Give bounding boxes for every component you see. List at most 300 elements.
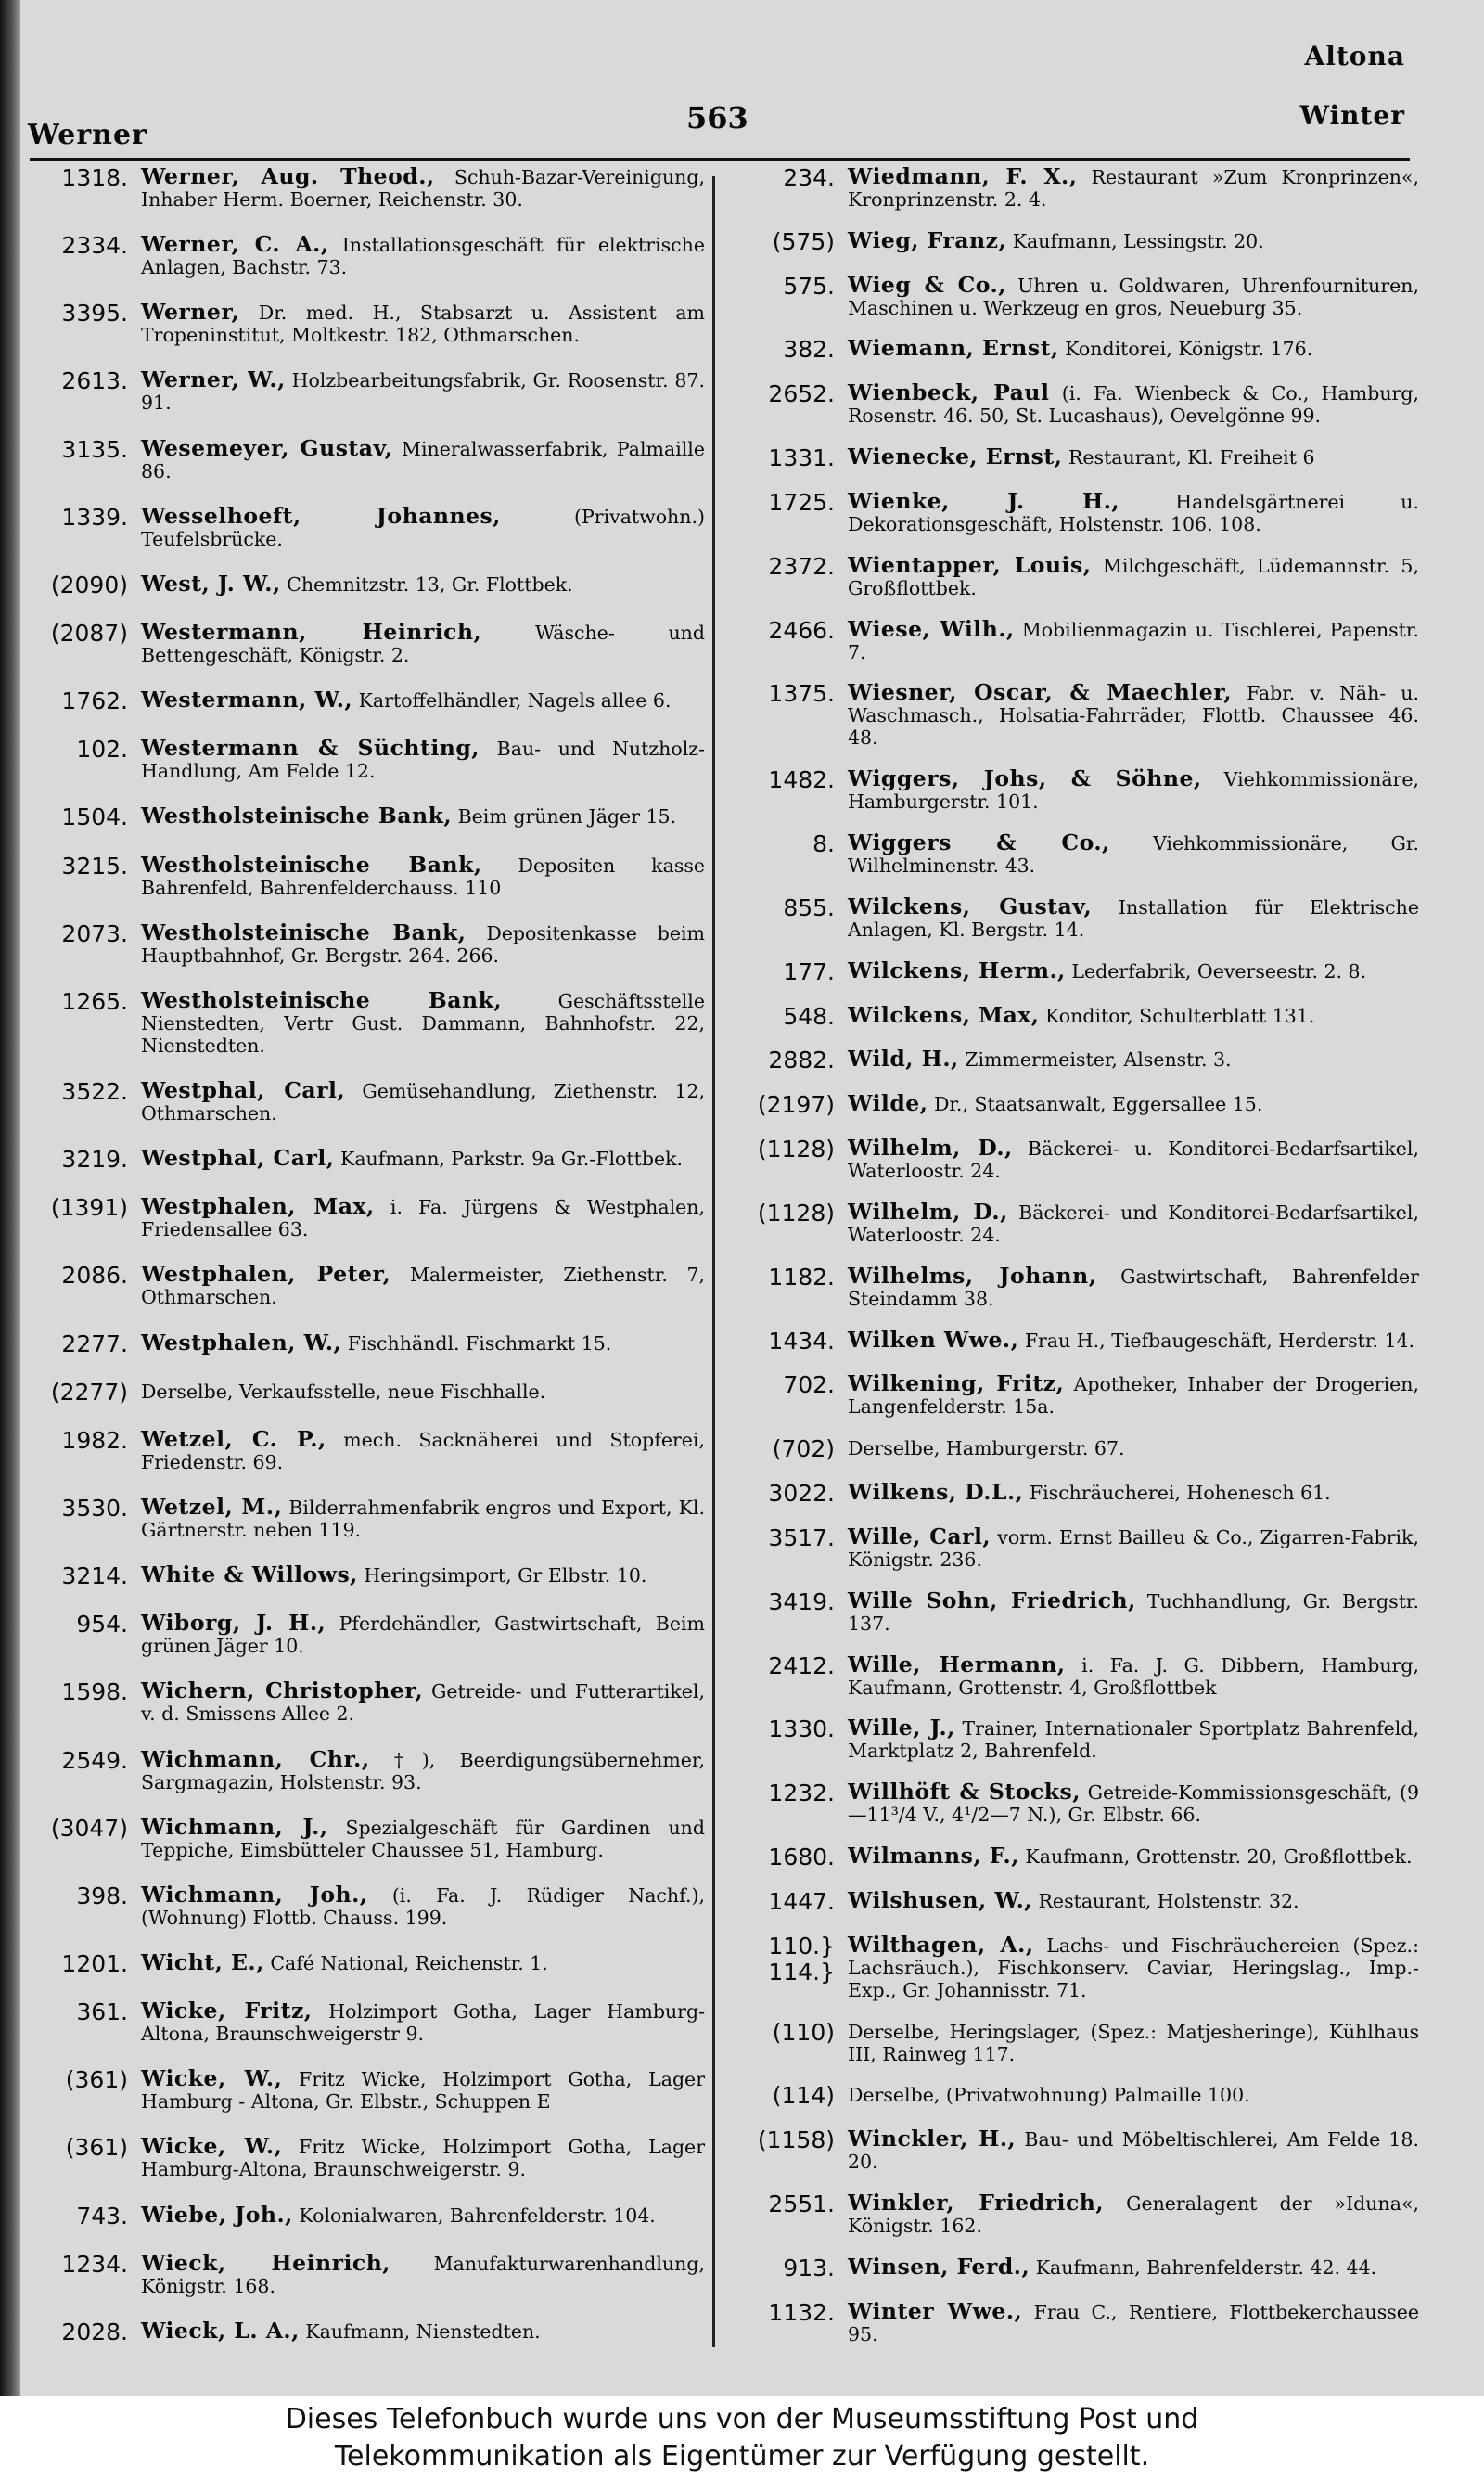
directory-entry — [26, 1612, 705, 1657]
subscriber-details: Wäsche- und Bettengeschäft, Königstr. 2. — [141, 621, 705, 666]
subscriber-name: Wieg, Franz, — [848, 226, 1007, 253]
column-divider — [712, 176, 715, 2347]
subscriber-name: Wienecke, Ernst, — [848, 443, 1063, 470]
directory-entry — [733, 2297, 1419, 2345]
directory-entry — [733, 1780, 1419, 1826]
entry-text — [848, 1092, 1419, 1115]
entry-text — [848, 271, 1419, 319]
subscriber-details: Bilderrahmenfabrik engros und Export, Kl. Gärtnerstr. neben 119. — [141, 1496, 705, 1541]
entry-text — [848, 1262, 1419, 1310]
directory-entry — [733, 381, 1419, 427]
phone-number: 3022. — [768, 1480, 835, 1508]
subscriber-details: Gemüsehandlung, Ziethenstr. 12, Othmarschen. — [141, 1079, 705, 1124]
entry-text — [848, 959, 1419, 983]
subscriber-details: (Privatwohn.) Teufelsbrücke. — [141, 505, 705, 550]
directory-entry — [26, 618, 705, 666]
directory-entry — [26, 368, 705, 414]
directory-entry — [26, 502, 705, 550]
subscriber-name: Wesemeyer, Gustav, — [141, 434, 393, 461]
directory-entry — [733, 959, 1419, 985]
subscriber-details: Fritz Wicke, Holzimport Gotha, Lager Hamburg-Altona, Braunschweigerstr. 9. — [141, 2136, 705, 2181]
subscriber-name: Wieg & Co., — [848, 271, 1006, 298]
phone-number: 3214. — [61, 1562, 128, 1590]
phone-number: 1725. — [768, 488, 835, 516]
directory-entry — [733, 487, 1419, 535]
entry-text — [141, 1331, 705, 1355]
directory-entry — [26, 2249, 705, 2297]
subscriber-details: Beim grünen Jäger 15. — [457, 805, 677, 829]
left-column — [26, 165, 705, 2345]
subscriber-details: Kaufmann, Lessingstr. 20. — [1012, 229, 1264, 252]
directory-entry — [26, 233, 705, 278]
directory-entry — [26, 1883, 705, 1929]
directory-entry — [733, 445, 1419, 471]
phone-number: 1132. — [768, 2298, 835, 2326]
footer-line-1: Dieses Telefonbuch wurde uns von der Museumsstiftung Post und — [285, 2402, 1199, 2435]
entry-text — [848, 551, 1419, 599]
entry-text — [141, 1679, 705, 1725]
subscriber-name: Wicke, W., — [141, 2133, 283, 2160]
entry-text — [141, 1195, 705, 1240]
entry-text — [141, 368, 705, 414]
subscriber-name: Wieck, L. A., — [141, 2317, 300, 2344]
phone-number: 1201. — [61, 1949, 128, 1977]
entry-text — [141, 2135, 705, 2180]
entry-text — [848, 1372, 1419, 1418]
phone-number: 398. — [76, 1882, 128, 1909]
subscriber-details: Depositenkasse beim Hauptbahnhof, Gr. Bergstr. 264. 266. — [141, 921, 705, 967]
subscriber-details: i. Fa. Jürgens & Westphalen, Friedensallee 63. — [141, 1196, 706, 1241]
subscriber-details: (i. Fa. Wienbeck & Co., Hamburg, Rosenstr. 46. 50, St. Lucashaus), Oevelgönne 99. — [848, 382, 1419, 428]
subscriber-details: Bau- und Nutzholz-Handlung, Am Felde 12. — [141, 738, 705, 783]
entry-text — [848, 1001, 1419, 1028]
subscriber-name: Wicke, Fritz, — [141, 1998, 313, 2024]
subscriber-name: Westphalen, Peter, — [141, 1261, 391, 1288]
entry-text — [848, 1844, 1419, 1868]
subscriber-details: Fischhändl. Fischmarkt 15. — [347, 1331, 612, 1355]
entry-text — [141, 301, 705, 346]
entry-text — [141, 1563, 705, 1587]
phone-number: 2073. — [61, 919, 128, 947]
directory-entry — [733, 1047, 1419, 1073]
phone-number: 1265. — [61, 987, 128, 1015]
phone-number: (2087) — [50, 619, 128, 647]
phone-number: 2028. — [61, 2318, 128, 2345]
phone-number: 3215. — [61, 852, 128, 880]
subscriber-name: Wilckens, Gustav, — [848, 893, 1093, 919]
subscriber-name: Wiemann, Ernst, — [848, 335, 1059, 362]
entry-text — [141, 1948, 705, 1975]
subscriber-name: Wetzel, M., — [141, 1493, 283, 1520]
subscriber-name: Wiedmann, F. X., — [848, 163, 1078, 189]
phone-number: 1339. — [61, 503, 128, 531]
entry-text — [141, 2319, 705, 2343]
phone-number: 954. — [76, 1611, 128, 1638]
subscriber-name: Wille, Carl, — [848, 1523, 991, 1549]
phone-number: 2882. — [768, 1047, 835, 1074]
subscriber-details: Holzimport Gotha, Lager Hamburg-Altona, Braunschweigerstr 9. — [141, 2000, 705, 2046]
subscriber-name: Wille, J., — [848, 1715, 955, 1741]
phone-number: 110.} 114.} — [768, 1932, 835, 1985]
directory-entry — [733, 1844, 1419, 1870]
subscriber-details: Kolonialwaren, Bahrenfelderstr. 104. — [299, 2204, 656, 2227]
phone-number: 702. — [783, 1371, 835, 1399]
subscriber-details: Getreide-Kommissionsgeschäft, (9—11³/4 V., 4¹/2—7 N.), Gr. Elbstr. 66. — [848, 1781, 1419, 1827]
entry-text — [848, 1047, 1419, 1071]
subscriber-name: Wilkening, Fritz, — [848, 1370, 1065, 1397]
directory-entry — [26, 1076, 705, 1124]
directory-entry — [733, 551, 1419, 599]
directory-entry — [733, 767, 1419, 813]
subscriber-details: Milchgeschäft, Lüdemannstr. 5, Großflottbek. — [848, 554, 1419, 599]
phone-number: (3047) — [50, 1814, 128, 1842]
entry-text — [848, 681, 1419, 749]
phone-number: 2466. — [768, 616, 835, 644]
subscriber-details: Fabr. v. Näh- u. Waschmasch., Holsatia-Fahrräder, Flottb. Chaussee 46. 48. — [848, 682, 1419, 750]
subscriber-details: Schuh-Bazar-Vereinigung, Inhaber Herm. Boerner, Reichenstr. 30. — [141, 166, 705, 211]
subscriber-name: Wiese, Wilh., — [848, 615, 1015, 642]
phone-number: (361) — [65, 2066, 128, 2094]
phone-number: 2551. — [768, 2190, 835, 2217]
entry-text — [141, 1076, 705, 1124]
entry-text — [848, 2297, 1419, 2345]
phone-number: 1762. — [61, 687, 128, 715]
subscriber-details: Getreide- und Futterartikel, v. d. Smissens Allee 2. — [141, 1680, 705, 1726]
entry-text — [848, 2083, 1419, 2106]
phone-number: (1128) — [757, 1136, 835, 1163]
entry-text — [141, 1745, 705, 1793]
phone-number: 2549. — [61, 1746, 128, 1774]
subscriber-details: Holzbearbeitungsfabrik, Gr. Roosenstr. 87. 91. — [141, 369, 705, 415]
directory-entry — [733, 1326, 1419, 1355]
directory-entry — [733, 165, 1419, 211]
entry-text — [848, 1436, 1419, 1459]
phone-number: 382. — [783, 336, 835, 364]
phone-number: 3135. — [61, 435, 128, 463]
subscriber-name: White & Willows, — [141, 1561, 358, 1588]
header-city: Altona — [1304, 41, 1405, 71]
entry-text — [848, 1931, 1419, 2001]
phone-number: (1391) — [50, 1194, 128, 1222]
phone-number: 3419. — [768, 1587, 835, 1615]
phone-number: (114) — [772, 2082, 835, 2110]
directory-entry — [733, 1525, 1419, 1571]
subscriber-details: Kaufmann, Bahrenfelderstr. 42. 44. — [1035, 2255, 1377, 2279]
phone-number: 575. — [783, 272, 835, 300]
directory-entry — [26, 1813, 705, 1861]
subscriber-name: Wiesner, Oscar, & Maechler, — [848, 679, 1233, 706]
directory-entry — [733, 1092, 1419, 1118]
directory-entry — [26, 434, 705, 482]
directory-entry — [26, 804, 705, 830]
footer-notice — [0, 2396, 1484, 2480]
subscriber-name: Wiggers & Co., — [848, 829, 1110, 856]
phone-number: 1331. — [768, 444, 835, 472]
subscriber-details: vorm. Ernst Bailleu & Co., Zigarren-Fabrik, Königstr. 236. — [848, 1525, 1419, 1571]
entry-text — [848, 2191, 1419, 2237]
entry-text — [141, 1493, 705, 1541]
phone-number: 1232. — [768, 1780, 835, 1807]
phone-number: (575) — [772, 227, 835, 255]
phone-number: 1330. — [768, 1715, 835, 1743]
directory-entry — [26, 921, 705, 967]
phone-number: 2372. — [768, 552, 835, 580]
subscriber-details: Installation für Elektrische Anlagen, Kl. Bergstr. 14. — [848, 895, 1419, 941]
subscriber-details: Spezialgeschäft für Gardinen und Teppiche, Eimsbütteler Chaussee 51, Hamburg. — [141, 1816, 705, 1861]
phone-number: (2277) — [50, 1378, 128, 1406]
subscriber-name: Winkler, Friedrich, — [848, 2189, 1105, 2216]
subscriber-name: Wilhelm, D., — [848, 1198, 1008, 1225]
subscriber-details: Derselbe, (Privatwohnung) Palmaille 100. — [848, 2084, 1250, 2107]
phone-number: 1182. — [768, 1263, 835, 1291]
phone-number: 2412. — [768, 1651, 835, 1679]
entry-text — [141, 1425, 705, 1473]
subscriber-name: Wilckens, Herm., — [848, 957, 1066, 983]
subscriber-details: Kaufmann, Grottenstr. 20, Großflottbek. — [1025, 1845, 1413, 1869]
entry-text — [141, 572, 705, 596]
directory-entry — [26, 1745, 705, 1793]
subscriber-name: Westphalen, Max, — [141, 1193, 375, 1220]
entry-text — [141, 233, 705, 278]
entry-text — [141, 1883, 705, 1929]
entry-text — [848, 381, 1419, 427]
subscriber-details: Fischräucherei, Hohenesch 61. — [1029, 1482, 1331, 1505]
directory-entry — [733, 271, 1419, 319]
subscriber-details: Dr. med. H., Stabsarzt u. Assistent am Tropeninstitut, Moltkestr. 182, Othmarschen. — [141, 302, 705, 347]
directory-entry — [26, 1563, 705, 1589]
phone-number: 1504. — [61, 803, 128, 831]
subscriber-details: Bäckerei- u. Konditorei-Bedarfsartikel, Waterloostr. 24. — [848, 1137, 1419, 1183]
subscriber-name: Winter Wwe., — [848, 2297, 1023, 2324]
subscriber-name: Westholsteinische Bank, — [141, 919, 467, 945]
subscriber-details: Bäckerei- und Konditorei-Bedarfsartikel, Waterloostr. 24. — [848, 1201, 1419, 1246]
phone-number: 177. — [783, 957, 835, 985]
phone-number: 234. — [783, 164, 835, 191]
subscriber-details: mech. Sacknäherei und Stopferei, Friedenstr. 69. — [141, 1428, 705, 1473]
subscriber-name: Westholsteinische Bank, — [141, 851, 482, 878]
subscriber-details: Viehkommissionäre, Hamburgerstr. 101. — [848, 768, 1419, 814]
subscriber-name: Wieck, Heinrich, — [141, 2249, 390, 2276]
page-binding-edge — [0, 0, 20, 2396]
phone-number: 855. — [783, 893, 835, 921]
subscriber-name: Wetzel, C. P., — [141, 1425, 326, 1452]
subscriber-details: Kaufmann, Parkstr. 9a Gr.-Flottbek. — [340, 1148, 684, 1171]
directory-entry — [26, 1263, 705, 1308]
phone-number: 2652. — [768, 380, 835, 408]
subscriber-details: Restaurant, Kl. Freiheit 6 — [1068, 446, 1315, 469]
directory-entry — [26, 1425, 705, 1473]
subscriber-name: Werner, W., — [141, 366, 286, 393]
phone-number: 2277. — [61, 1330, 128, 1357]
header-left-catchword: Werner — [28, 119, 147, 151]
subscriber-details: Frau C., Rentiere, Flottbekerchaussee 95. — [848, 2300, 1419, 2345]
directory-entry — [733, 615, 1419, 663]
directory-entry — [26, 165, 705, 211]
entry-text — [848, 1589, 1419, 1635]
subscriber-details: Derselbe, Hamburgerstr. 67. — [848, 1437, 1125, 1460]
subscriber-details: Generalagent der »Iduna«, Königstr. 162. — [848, 2191, 1419, 2237]
footer-line-2: Telekommunikation als Eigentümer zur Verfügung gestellt. — [334, 2439, 1150, 2473]
subscriber-details: Chemnitzstr. 13, Gr. Flottbek. — [287, 572, 573, 596]
directory-entry — [733, 2191, 1419, 2237]
directory-entry — [733, 1886, 1419, 1915]
phone-number: 1234. — [61, 2250, 128, 2278]
entry-text — [141, 804, 705, 828]
directory-entry — [26, 1195, 705, 1240]
phone-number: 548. — [783, 1002, 835, 1030]
directory-entry — [733, 831, 1419, 877]
subscriber-name: Wichmann, J., — [141, 1813, 328, 1840]
subscriber-name: Wicke, W., — [141, 2065, 283, 2092]
subscriber-name: Westermann, Heinrich, — [141, 618, 482, 645]
subscriber-details: Konditor, Schulterblatt 131. — [1045, 1004, 1315, 1027]
subscriber-details: †), Beerdigungsübernehmer, Sargmagazin, Holstenstr. 93. — [141, 1748, 705, 1793]
directory-entry — [26, 1999, 705, 2045]
entry-text — [141, 986, 705, 1057]
subscriber-details: Depositen kasse Bahrenfeld, Bahrenfelderchauss. 110 — [141, 854, 705, 899]
subscriber-name: Westholsteinische Bank, — [141, 986, 503, 1013]
phone-number: (702) — [772, 1435, 835, 1463]
directory-entry — [733, 1436, 1419, 1462]
subscriber-name: Wientapper, Louis, — [848, 551, 1092, 578]
subscriber-details: Manufakturwarenhandlung, Königstr. 168. — [141, 2252, 705, 2297]
phone-number: 3522. — [61, 1077, 128, 1105]
phone-number: 1598. — [61, 1678, 128, 1706]
entry-text — [848, 1525, 1419, 1571]
entry-text — [848, 226, 1419, 253]
subscriber-name: Wilhelms, Johann, — [848, 1262, 1097, 1289]
entry-text — [848, 1198, 1419, 1246]
phone-number: (1158) — [757, 2127, 835, 2154]
subscriber-name: Wichmann, Joh., — [141, 1881, 368, 1908]
right-column — [733, 165, 1419, 2345]
subscriber-name: Wille Sohn, Friedrich, — [848, 1587, 1136, 1613]
phone-number: 3530. — [61, 1494, 128, 1522]
directory-entry — [26, 1493, 705, 1541]
subscriber-details: Handelsgärtnerei u. Dekorationsgeschäft, Holstenstr. 106. 108. — [848, 490, 1419, 535]
entry-text — [848, 2255, 1419, 2279]
entry-text — [141, 1147, 705, 1170]
subscriber-name: Wilken Wwe., — [848, 1326, 1019, 1353]
entry-text — [141, 1380, 705, 1403]
subscriber-name: Wichern, Christopher, — [141, 1677, 424, 1704]
directory-entry — [26, 1331, 705, 1357]
entry-text — [848, 1886, 1419, 1913]
entry-text — [848, 767, 1419, 813]
phone-number: 1680. — [768, 1844, 835, 1871]
subscriber-name: Willhöft & Stocks, — [848, 1779, 1081, 1805]
subscriber-name: Westphal, Carl, — [141, 1076, 346, 1103]
page-number: 563 — [686, 100, 748, 135]
entry-text — [141, 165, 705, 211]
directory-entry — [26, 2135, 705, 2180]
entry-text — [141, 434, 705, 482]
subscriber-name: Winsen, Ferd., — [848, 2253, 1030, 2280]
phone-number: 743. — [76, 2202, 128, 2229]
directory-entry — [733, 1716, 1419, 1762]
subscriber-details: Restaurant, Holstenstr. 32. — [1038, 1889, 1299, 1912]
subscriber-name: Westphal, Carl, — [141, 1145, 335, 1172]
subscriber-name: Werner, C. A., — [141, 231, 329, 258]
directory-entry — [733, 1931, 1419, 2001]
entry-text — [141, 2249, 705, 2297]
directory-entry — [733, 1481, 1419, 1507]
entry-text — [848, 895, 1419, 941]
directory-entry — [733, 1262, 1419, 1310]
directory-entry — [26, 2319, 705, 2345]
subscriber-name: Wild, H., — [848, 1046, 959, 1073]
subscriber-name: Werner, Aug. Theod., — [141, 163, 435, 189]
phone-number: (2197) — [757, 1091, 835, 1119]
subscriber-details: Installationsgeschäft für elektrische Anlagen, Bachstr. 73. — [141, 234, 705, 279]
subscriber-details: Kartoffelhändler, Nagels allee 6. — [358, 689, 672, 713]
phone-number: (1128) — [757, 1199, 835, 1227]
directory-entry — [26, 301, 705, 346]
directory-entry — [733, 226, 1419, 255]
entry-text — [141, 1813, 705, 1861]
phone-number: 1434. — [768, 1327, 835, 1355]
subscriber-details: Restaurant »Zum Kronprinzen«, Kronprinzenstr. 2. 4. — [848, 166, 1419, 211]
subscriber-details: Café National, Reichenstr. 1. — [270, 1951, 548, 1974]
directory-entry — [733, 2020, 1419, 2065]
directory-entry — [26, 1147, 705, 1173]
directory-entry — [26, 851, 705, 899]
subscriber-details: Lachs- und Fischräuchereien (Spez.: Lachsräuch.), Fischkonserv. Caviar, Heringslag., Imp.-Exp., Gr. Johannisstr. 71. — [848, 1934, 1419, 2001]
directory-entry — [26, 688, 705, 714]
subscriber-details: Bau- und Möbeltischlerei, Am Felde 18. 20. — [848, 2128, 1419, 2174]
subscriber-details: (i. Fa. J. Rüdiger Nachf.), (Wohnung) Flottb. Chauss. 199. — [141, 1883, 705, 1929]
subscriber-name: Wienbeck, Paul — [848, 379, 1050, 406]
directory-entry — [733, 337, 1419, 363]
entry-text — [848, 487, 1419, 535]
directory-entry — [26, 572, 705, 598]
subscriber-details: Tuchhandlung, Gr. Bergstr. 137. — [848, 1589, 1419, 1635]
directory-entry — [26, 1679, 705, 1725]
subscriber-details: Frau H., Tiefbaugeschäft, Herderstr. 14. — [1024, 1329, 1415, 1352]
subscriber-details: Geschäftsstelle Nienstedten, Vertr Gust. Dammann, Bahnhofstr. 22, Nienstedten. — [141, 989, 705, 1057]
subscriber-details: Trainer, Internationaler Sportplatz Bahrenfeld, Marktplatz 2, Bahrenfeld. — [848, 1717, 1420, 1763]
directory-entry — [733, 2083, 1419, 2109]
phone-number: 1447. — [768, 1887, 835, 1915]
entry-text — [141, 2201, 705, 2228]
subscriber-name: Wicht, E., — [141, 1948, 264, 1975]
directory-entry — [733, 2127, 1419, 2173]
directory-entry — [26, 2201, 705, 2229]
directory-entry — [26, 986, 705, 1057]
entry-text — [848, 1481, 1419, 1504]
subscriber-details: Uhren u. Goldwaren, Uhrenfournituren, Maschinen u. Werkzeug en gros, Neueburg 35. — [848, 274, 1419, 319]
subscriber-name: Wiborg, J. H., — [141, 1610, 326, 1637]
subscriber-details: Pferdehändler, Gastwirtschaft, Beim grünen Jäger 10. — [141, 1613, 705, 1658]
directory-entry — [733, 1372, 1419, 1418]
phone-number: 3517. — [768, 1523, 835, 1551]
subscriber-name: Wilshusen, W., — [848, 1886, 1032, 1913]
entry-text — [141, 1263, 705, 1308]
subscriber-name: Wiggers, Johs, & Söhne, — [848, 765, 1202, 792]
entry-text — [848, 615, 1419, 663]
entry-text — [848, 1780, 1419, 1826]
subscriber-details: Gastwirtschaft, Bahrenfelder Steindamm 38. — [848, 1265, 1419, 1310]
subscriber-name: Wille, Hermann, — [848, 1651, 1066, 1677]
subscriber-name: Westermann & Süchting, — [141, 735, 480, 762]
subscriber-name: Wilmanns, F., — [848, 1843, 1019, 1870]
entry-text — [848, 2127, 1419, 2173]
entry-text — [141, 921, 705, 967]
subscriber-name: Wilckens, Max, — [848, 1001, 1040, 1028]
phone-number: 8. — [812, 830, 835, 858]
directory-entry — [733, 681, 1419, 749]
subscriber-name: Westermann, W., — [141, 687, 353, 713]
